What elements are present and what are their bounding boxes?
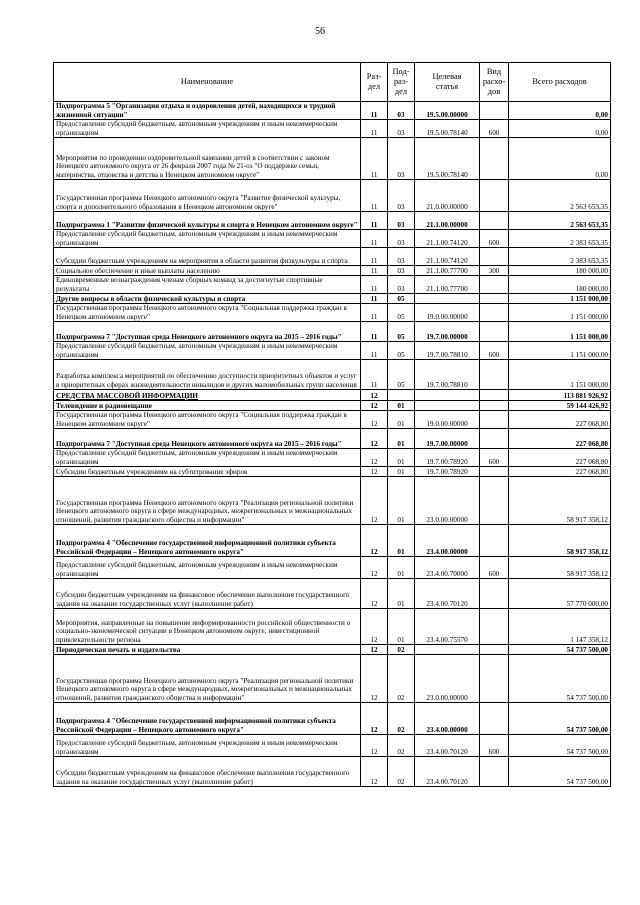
- row-total: 57 770 000,00: [509, 579, 611, 609]
- row-target: 19.7.00.00000: [415, 429, 480, 449]
- row-expense-type: 600: [480, 120, 509, 138]
- row-name: Субсидии бюджетным учреждениям на мероприятия в области развития физкультуры и спорта: [54, 248, 361, 266]
- table-row: [54, 467, 611, 477]
- row-section: 12: [361, 645, 388, 655]
- row-total: 0,00: [509, 102, 611, 120]
- table-row: [54, 645, 611, 655]
- row-total: 1 151 000,00: [509, 342, 611, 360]
- table-row: [54, 322, 611, 342]
- row-section: 11: [361, 230, 388, 248]
- row-section: 12: [361, 579, 388, 609]
- row-subsection: 05: [388, 360, 415, 390]
- row-expense-type: [480, 525, 509, 557]
- row-expense-type: [480, 609, 509, 645]
- row-target: 21.0.00.00000: [415, 180, 480, 212]
- row-total: 58 917 358,12: [509, 477, 611, 525]
- table-row: [54, 230, 611, 248]
- table-row: [54, 294, 611, 304]
- row-expense-type: 600: [480, 342, 509, 360]
- table-row: [54, 609, 611, 645]
- header-total: Всего расходов: [509, 63, 611, 102]
- table-row: [54, 579, 611, 609]
- row-total: 227 068,80: [509, 411, 611, 429]
- row-section: 12: [361, 477, 388, 525]
- row-subsection: 05: [388, 322, 415, 342]
- row-target: 19.0.00.00000: [415, 304, 480, 322]
- table-row: [54, 120, 611, 138]
- row-target: [415, 390, 480, 401]
- row-subsection: 01: [388, 429, 415, 449]
- row-subsection: 01: [388, 401, 415, 411]
- row-expense-type: 300: [480, 266, 509, 276]
- row-section: 11: [361, 294, 388, 304]
- row-name: Предоставление субсидий бюджетным, автономным учреждениям и иным некоммерческим организациям: [54, 449, 361, 467]
- row-target: [415, 401, 480, 411]
- row-section: 12: [361, 467, 388, 477]
- row-name: Предоставление субсидий бюджетным, автономным учреждениям и иным некоммерческим организациям: [54, 557, 361, 579]
- row-name: Разработка комплекса мероприятий по обеспечению доступности приоритетных объектов и услуг в приоритетных сферах жизнедеятельности инвалидов и других маломобильных групп населения: [54, 360, 361, 390]
- row-subsection: 02: [388, 735, 415, 757]
- row-section: 12: [361, 449, 388, 467]
- row-section: 11: [361, 248, 388, 266]
- row-section: 11: [361, 180, 388, 212]
- row-section: 11: [361, 322, 388, 342]
- row-total: 227 068,80: [509, 449, 611, 467]
- row-subsection: 02: [388, 757, 415, 787]
- row-expense-type: [480, 102, 509, 120]
- row-total: 0,00: [509, 120, 611, 138]
- row-section: 12: [361, 609, 388, 645]
- row-subsection: 03: [388, 120, 415, 138]
- row-subsection: 01: [388, 557, 415, 579]
- row-subsection: 01: [388, 411, 415, 429]
- row-subsection: 02: [388, 645, 415, 655]
- row-subsection: 03: [388, 138, 415, 180]
- row-name: Предоставление субсидий бюджетным, автономным учреждениям и иным некоммерческим организациям: [54, 120, 361, 138]
- row-target: 23.0.00.00000: [415, 655, 480, 703]
- row-total: 54 737 500,00: [509, 757, 611, 787]
- row-name: Государственная программа Ненецкого автономного округа "Социальная поддержка граждан в Ненецком автономном округе": [54, 304, 361, 322]
- table-row: [54, 525, 611, 557]
- row-target: 19.7.00.78810: [415, 360, 480, 390]
- row-section: 11: [361, 138, 388, 180]
- row-expense-type: 600: [480, 230, 509, 248]
- row-name: Подпрограмма 5 "Организация отдыха и оздоровления детей, находящихся в трудной жизненной ситуации": [54, 102, 361, 120]
- row-total: 227 068,80: [509, 429, 611, 449]
- row-subsection: 03: [388, 180, 415, 212]
- row-name: Государственная программа Ненецкого автономного округа "Социальная поддержка граждан в Ненецком автономном округе": [54, 411, 361, 429]
- row-total: 59 144 426,92: [509, 401, 611, 411]
- row-subsection: 03: [388, 266, 415, 276]
- row-target: [415, 294, 480, 304]
- row-expense-type: [480, 180, 509, 212]
- row-name: Другие вопросы в области физической культуры и спорта: [54, 294, 361, 304]
- row-expense-type: [480, 429, 509, 449]
- row-name: Мероприятия по проведению оздоровительной кампании детей в соответствии с законом Ненецкого автономного округа от 26 февраля 2007 года № 21-оз "О поддержке семьи, материнства, отцовства и детства в Ненецком автономном округе": [54, 138, 361, 180]
- row-subsection: 03: [388, 102, 415, 120]
- table-header-row: [54, 63, 611, 102]
- row-target: 23.0.00.00000: [415, 477, 480, 525]
- row-name: Субсидии бюджетным учреждениям на субтитрование эфиров: [54, 467, 361, 477]
- table-row: [54, 411, 611, 429]
- table-row: [54, 401, 611, 411]
- row-name: Государственная программа Ненецкого автономного округа "Реализация региональной политики Ненецкого автономного округа в сфере международных, межрегиональных и межнациональных отношений, развития гражданского общества и информации": [54, 477, 361, 525]
- row-subsection: 01: [388, 525, 415, 557]
- row-subsection: 01: [388, 467, 415, 477]
- row-target: 19.5.00.78140: [415, 120, 480, 138]
- row-section: 12: [361, 401, 388, 411]
- row-total: 54 737 500,00: [509, 735, 611, 757]
- row-expense-type: [480, 477, 509, 525]
- row-section: 12: [361, 655, 388, 703]
- row-total: 180 000,00: [509, 266, 611, 276]
- row-subsection: 02: [388, 655, 415, 703]
- row-section: 11: [361, 304, 388, 322]
- row-total: 58 917 358,12: [509, 525, 611, 557]
- row-target: 19.5.00.00000: [415, 102, 480, 120]
- row-target: 21.1.00.77700: [415, 266, 480, 276]
- row-total: 180 000,00: [509, 276, 611, 294]
- row-section: 12: [361, 411, 388, 429]
- row-expense-type: [480, 645, 509, 655]
- row-name: Субсидии бюджетным учреждениям на финансовое обеспечение выполнения государственного задания на оказание государственных услуг (выполнение работ): [54, 757, 361, 787]
- row-total: 1 151 000,00: [509, 360, 611, 390]
- row-total: 1 147 358,12: [509, 609, 611, 645]
- row-total: 2 383 653,35: [509, 230, 611, 248]
- row-expense-type: [480, 655, 509, 703]
- row-subsection: 01: [388, 449, 415, 467]
- row-expense-type: 600: [480, 735, 509, 757]
- row-target: 23.4.00.70120: [415, 735, 480, 757]
- row-total: 54 737 500,00: [509, 645, 611, 655]
- row-target: 21.1.00.74120: [415, 230, 480, 248]
- row-section: 11: [361, 212, 388, 230]
- row-expense-type: [480, 467, 509, 477]
- row-total: 227 068,80: [509, 467, 611, 477]
- row-target: 19.5.00.78140: [415, 138, 480, 180]
- row-target: 23.4.00.70120: [415, 579, 480, 609]
- row-expense-type: 600: [480, 557, 509, 579]
- row-name: Единовременные вознаграждения членам сборных команд за достигнутые спортивные результаты: [54, 276, 361, 294]
- table-row: [54, 276, 611, 294]
- row-expense-type: [480, 248, 509, 266]
- row-target: 21.1.00.74120: [415, 248, 480, 266]
- row-section: 12: [361, 757, 388, 787]
- row-expense-type: [480, 579, 509, 609]
- row-name: Подпрограмма 4 "Обеспечение государственной информационной политики субъекта Российской Федерации – Ненецкого автономного округа": [54, 525, 361, 557]
- row-name: Предоставление субсидий бюджетным, автономным учреждениям и иным некоммерческим организациям: [54, 342, 361, 360]
- row-name: Подпрограмма 1 "Развитие физической культуры и спорта в Ненецком автономном округе": [54, 212, 361, 230]
- row-name: Подпрограмма 7 "Доступная среда Ненецкого автономного округа на 2015 – 2016 годы": [54, 429, 361, 449]
- header-subsection: Под- раз- дел: [388, 63, 415, 102]
- row-expense-type: [480, 322, 509, 342]
- row-name: Периодическая печать и издательства: [54, 645, 361, 655]
- row-subsection: 03: [388, 212, 415, 230]
- table-row: [54, 180, 611, 212]
- row-subsection: 05: [388, 294, 415, 304]
- row-section: 12: [361, 525, 388, 557]
- table-row: [54, 248, 611, 266]
- row-total: 2 563 653,35: [509, 212, 611, 230]
- table-row: [54, 304, 611, 322]
- header-target: Целевая статья: [415, 63, 480, 102]
- expenditure-table: [53, 62, 611, 787]
- row-section: 12: [361, 703, 388, 735]
- table-row: [54, 477, 611, 525]
- row-subsection: 03: [388, 230, 415, 248]
- row-name: Мероприятия, направленные на повышение информированности российской общественности о социально-экономической ситуации в Ненецком автономном округе, инвестиционной привлекательности региона: [54, 609, 361, 645]
- row-section: 11: [361, 276, 388, 294]
- row-subsection: 01: [388, 609, 415, 645]
- row-total: 0,00: [509, 138, 611, 180]
- row-target: 23.4.00.75570: [415, 609, 480, 645]
- row-section: 12: [361, 557, 388, 579]
- row-total: 2 563 653,35: [509, 180, 611, 212]
- row-subsection: 02: [388, 703, 415, 735]
- header-section: Раз- дел: [361, 63, 388, 102]
- row-section: 11: [361, 360, 388, 390]
- header-name: Наименование: [54, 63, 361, 102]
- table-row: [54, 360, 611, 390]
- row-section: 11: [361, 266, 388, 276]
- row-target: 19.7.00.00000: [415, 322, 480, 342]
- table-row: [54, 138, 611, 180]
- row-name: Государственная программа Ненецкого автономного округа "Развитие физической культуры, спорта и дополнительного образования в Ненецком автономном округе": [54, 180, 361, 212]
- row-target: 23.4.00.00000: [415, 703, 480, 735]
- row-expense-type: [480, 390, 509, 401]
- row-target: 19.7.00.78920: [415, 449, 480, 467]
- row-total: 1 151 000,00: [509, 322, 611, 342]
- row-total: 58 917 358,12: [509, 557, 611, 579]
- row-expense-type: [480, 294, 509, 304]
- row-name: Подпрограмма 4 "Обеспечение государственной информационной политики субъекта Российской Федерации – Ненецкого автономного округа": [54, 703, 361, 735]
- row-subsection: 01: [388, 579, 415, 609]
- row-subsection: 05: [388, 304, 415, 322]
- row-name: Телевидение и радиовещание: [54, 401, 361, 411]
- row-section: 11: [361, 342, 388, 360]
- table-row: [54, 735, 611, 757]
- row-name: СРЕДСТВА МАССОВОЙ ИНФОРМАЦИИ: [54, 390, 361, 401]
- row-expense-type: [480, 703, 509, 735]
- row-expense-type: 600: [480, 449, 509, 467]
- row-target: 23.4.00.70000: [415, 557, 480, 579]
- row-total: 2 383 653,35: [509, 248, 611, 266]
- table-row: [54, 557, 611, 579]
- table-row: [54, 655, 611, 703]
- row-subsection: 03: [388, 276, 415, 294]
- table-row: [54, 102, 611, 120]
- row-expense-type: [480, 212, 509, 230]
- row-expense-type: [480, 411, 509, 429]
- table-row: [54, 390, 611, 401]
- table-row: [54, 757, 611, 787]
- row-expense-type: [480, 304, 509, 322]
- row-total: 1 151 000,00: [509, 294, 611, 304]
- row-expense-type: [480, 138, 509, 180]
- row-target: [415, 645, 480, 655]
- row-expense-type: [480, 401, 509, 411]
- table-row: [54, 342, 611, 360]
- row-name: Социальное обеспечение и иные выплаты населению: [54, 266, 361, 276]
- table-body: [54, 102, 611, 787]
- row-subsection: 01: [388, 477, 415, 525]
- row-section: 12: [361, 735, 388, 757]
- row-name: Предоставление субсидий бюджетным, автономным учреждениям и иным некоммерческим организациям: [54, 230, 361, 248]
- row-target: 19.7.00.78920: [415, 467, 480, 477]
- row-name: Предоставление субсидий бюджетным, автономным учреждениям и иным некоммерческим организациям: [54, 735, 361, 757]
- row-section: 11: [361, 120, 388, 138]
- row-target: 21.1.00.00000: [415, 212, 480, 230]
- row-section: 12: [361, 390, 388, 401]
- table-row: [54, 266, 611, 276]
- table-row: [54, 429, 611, 449]
- row-total: 113 881 926,92: [509, 390, 611, 401]
- table-row: [54, 449, 611, 467]
- row-section: 11: [361, 102, 388, 120]
- row-target: 23.4.00.70120: [415, 757, 480, 787]
- row-total: 54 737 500,00: [509, 655, 611, 703]
- row-total: 54 737 500,00: [509, 703, 611, 735]
- row-expense-type: [480, 276, 509, 294]
- page-number: 56: [315, 26, 325, 37]
- table-row: [54, 212, 611, 230]
- table-row: [54, 703, 611, 735]
- row-subsection: 03: [388, 248, 415, 266]
- row-subsection: [388, 390, 415, 401]
- header-expense-type: Вид расхо- дов: [480, 63, 509, 102]
- row-total: 1 151 000,00: [509, 304, 611, 322]
- row-subsection: 05: [388, 342, 415, 360]
- row-name: Подпрограмма 7 "Доступная среда Ненецкого автономного округа на 2015 – 2016 годы": [54, 322, 361, 342]
- row-target: 21.1.00.77700: [415, 276, 480, 294]
- row-expense-type: [480, 757, 509, 787]
- row-name: Государственная программа Ненецкого автономного округа "Реализация региональной политики Ненецкого автономного округа в сфере международных, межрегиональных и межнациональных отношений, развития гражданского общества и информации": [54, 655, 361, 703]
- row-target: 19.0.00.00000: [415, 411, 480, 429]
- row-name: Субсидии бюджетным учреждениям на финансовое обеспечение выполнения государственного задания на оказание государственных услуг (выполнение работ): [54, 579, 361, 609]
- row-target: 19.7.00.78810: [415, 342, 480, 360]
- row-section: 12: [361, 429, 388, 449]
- row-target: 23.4.00.00000: [415, 525, 480, 557]
- row-expense-type: [480, 360, 509, 390]
